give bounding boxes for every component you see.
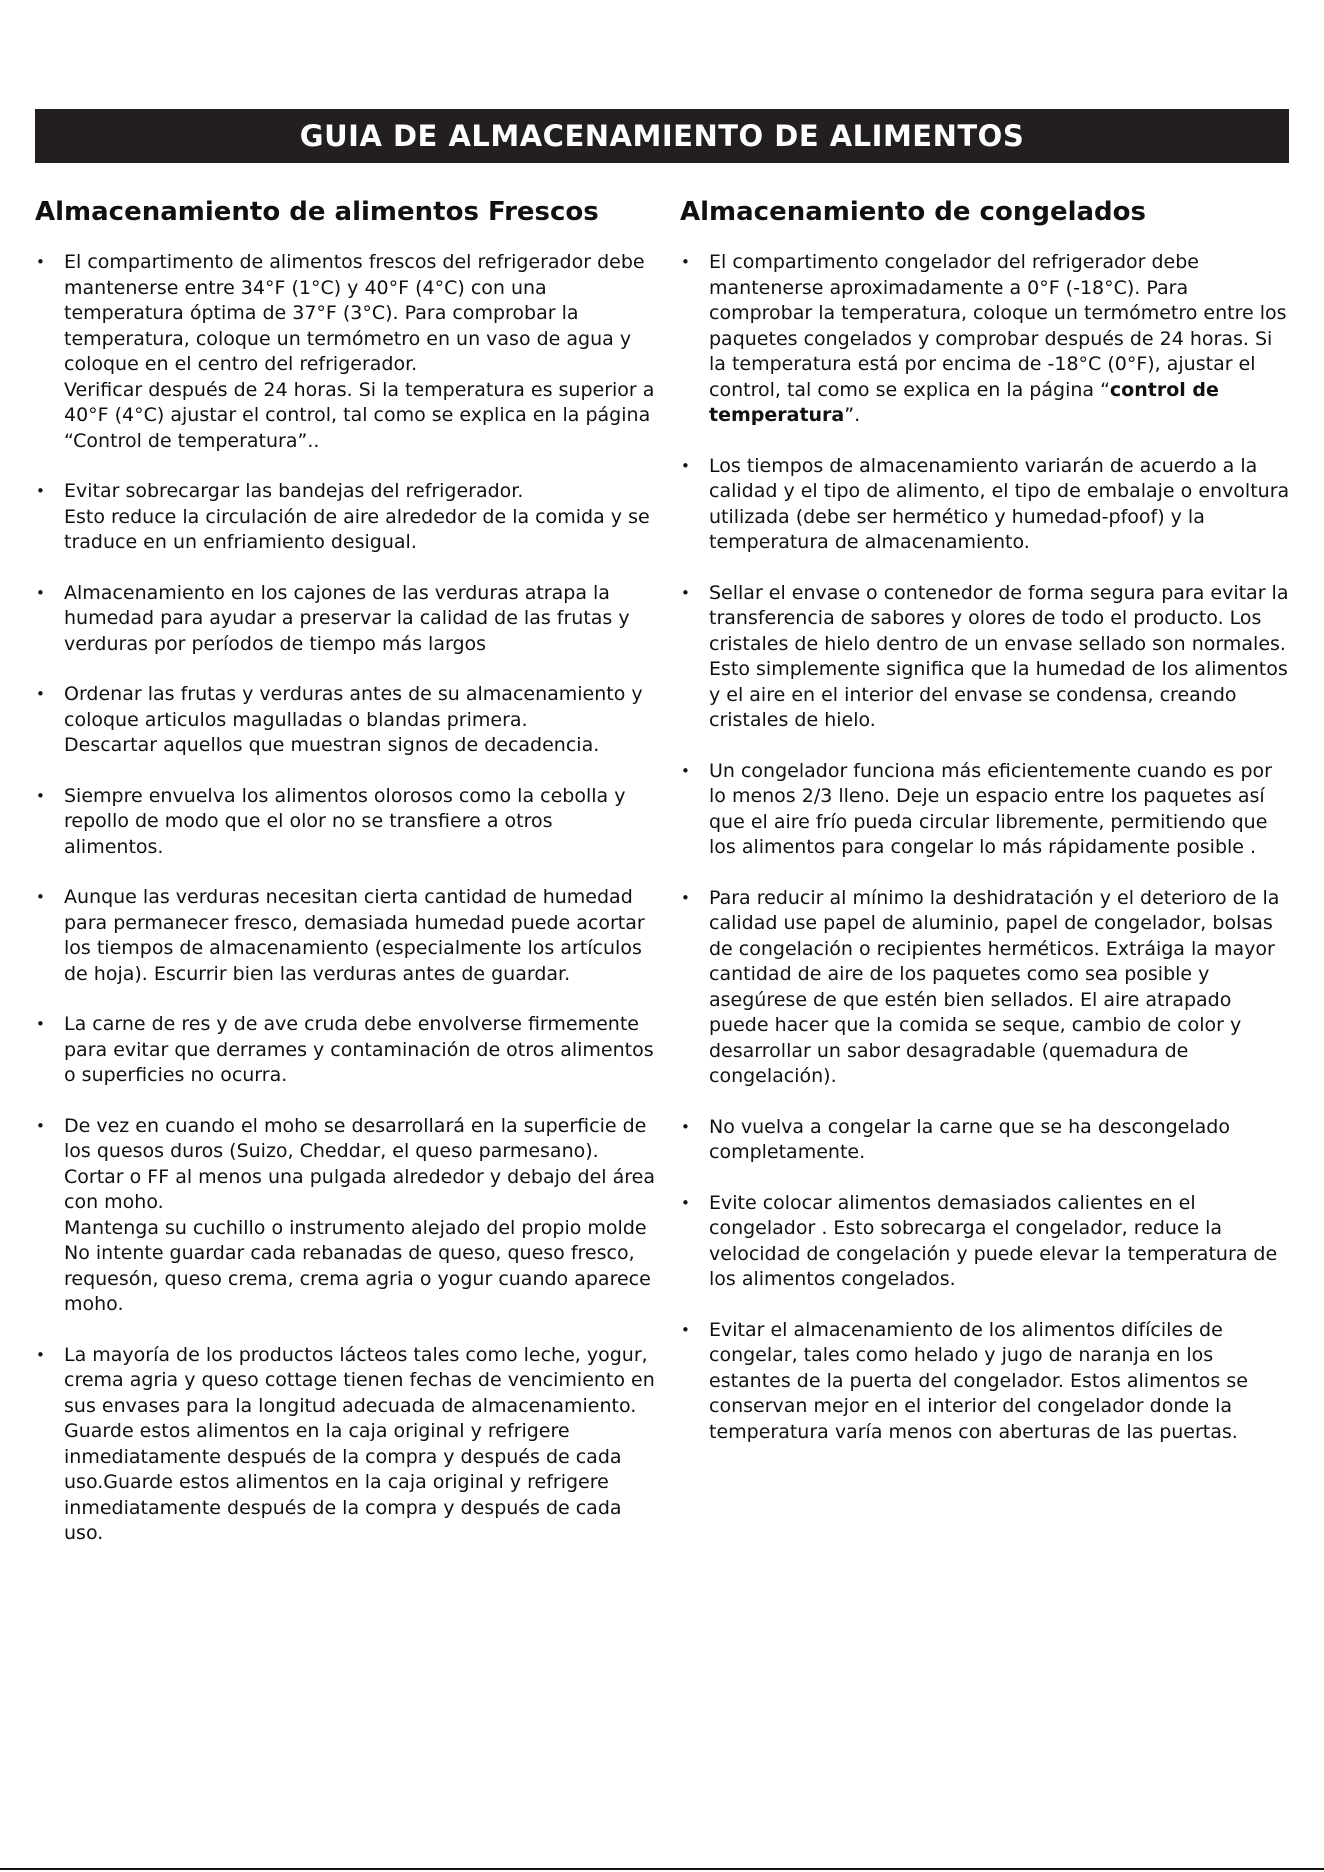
bullet-icon: • [681,1193,690,1212]
item-text: Un congelador funciona más eficientemente cuando es por lo menos 2/3 lleno. Deje un espacio entre los paquetes así que el aire frío pueda circular libremente, permitiendo que los alimentos para congelar lo más rápidamente posible . [709,759,1272,858]
bullet-icon: • [36,685,45,703]
bottom-divider [0,1868,1324,1870]
item-text: Siempre envuelva los alimentos olorosos como la cebolla y repollo de modo que el olor no se transfiere a otros alimentos. [64,784,626,858]
fresh-food-column [35,192,655,1572]
list-item [35,784,655,861]
bullet-icon: • [36,1345,45,1364]
bullet-icon: • [36,482,45,500]
item-text: Evite colocar alimentos demasiados calientes en el congelador . Esto sobrecarga el congelador, reduce la velocidad de congelación y puede elevar la temperatura de los alimentos congelados. [709,1191,1278,1290]
item-text-part: ”. [844,404,861,426]
bullet-icon: • [681,761,690,780]
list-item [680,1115,1292,1166]
list-item [35,1343,655,1547]
item-text: No intente guardar cada rebanadas de queso, queso fresco, requesón, queso crema, crema agria o yogur cuando aparece moho. [64,1242,651,1315]
item-text: Verificar después de 24 horas. Si la temperatura es superior a 40°F (4°C) ajustar el control, tal como se explica en la página “Control de temperatura”.. [64,378,655,452]
bullet-icon: • [36,1015,45,1033]
item-text: Los tiempos de almacenamiento variarán de acuerdo a la calidad y el tipo de alimento, el tipo de embalaje o envoltura utilizada (debe ser hermético y humedad-pfoof) y la temperatura de almacenamiento. [709,454,1290,553]
item-text: Para reducir al mínimo la deshidratación y el deterioro de la calidad use papel de aluminio, papel de congelador, bolsas de congelación o recipientes herméticos. Extráiga la mayor cantidad de aire de los paquetes como sea posible y asegúrese de que estén bien sellados. El aire atrapado puede hacer que la comida se seque, cambio de color y desarrollar un sabor desagradable (quemadura de congelación). [709,886,1280,1087]
page-title: GUIA DE ALMACENAMIENTO DE ALIMENTOS [299,119,1025,153]
list-item [35,1114,655,1318]
list-item [35,682,655,759]
item-text: La carne de res y de ave cruda debe envolverse firmemente para evitar que derrames y contaminación de otros alimentos o superficies no ocurra. [64,1013,654,1086]
item-text: Evitar el almacenamiento de los alimentos difíciles de congelar, tales como helado y jugo de naranja en los estantes de la puerta del congelador. Estos alimentos se conservan mejor en el interior del congelador donde la temperatura varía menos con aberturas de las puertas. [709,1318,1248,1443]
item-text: De vez en cuando el moho se desarrollará en la superficie de los quesos duros (Suizo, Cheddar, el queso parmesano). Cortar o FF al menos una pulgada alrededor y debajo del área con moho. [64,1114,655,1213]
item-text [709,250,1292,429]
item-text: La mayoría de los productos lácteos tales como leche, yogur, crema agria y queso cottage tienen fechas de vencimiento en sus envases para la longitud adecuada de almacenamiento. [64,1343,655,1417]
frozen-food-list [680,250,1292,1445]
list-item [680,1191,1292,1293]
bullet-icon: • [36,583,45,602]
item-text: Guarde estos alimentos en la caja original y refrigere inmediatamente después de la compra y después de cada uso.Guarde estos alimentos en la caja original y refrigere inmediatamente después de la compra y después de cada uso. [64,1420,622,1544]
item-text: Evitar sobrecargar las bandejas del refrigerador. [64,480,524,502]
bullet-icon: • [681,456,690,475]
list-item [35,250,655,454]
frozen-food-column [680,192,1292,1470]
bullet-icon: • [681,1117,690,1136]
bullet-icon: • [681,1320,690,1339]
bullet-icon: • [36,1116,45,1135]
list-item [35,1012,655,1089]
item-text: Esto reduce la circulación de aire alrededor de la comida y se traduce en un enfriamiento desigual. [64,505,650,553]
list-item [680,581,1292,734]
item-text: Almacenamiento en los cajones de las verduras atrapa la humedad para ayudar a preservar la calidad de las frutas y verduras por períodos de tiempo más largos [64,581,630,655]
bullet-icon: • [681,583,690,602]
list-item [35,581,655,658]
item-text: Mantenga su cuchillo o instrumento alejado del propio molde [64,1216,647,1239]
item-text: Aunque las verduras necesitan cierta cantidad de humedad para permanecer fresco, demasiada humedad puede acortar los tiempos de almacenamiento (especialmente los artículos de hoja). Escurrir bien las verduras antes de guardar. [64,886,645,985]
item-text: Descartar aquellos que muestran signos de decadencia. [64,734,600,756]
item-text: Sellar el envase o contenedor de forma segura para evitar la transferencia de sabores y olores de todo el producto. Los cristales de hielo dentro de un envase sellado son normales. Esto simplemente significa que la humedad de los alimentos y el aire en el interior del envase se condensa, creando cristales de hielo. [709,581,1289,731]
frozen-food-heading: Almacenamiento de congelados [680,197,1146,227]
list-item [680,454,1292,556]
list-item [680,1318,1292,1446]
item-text: Ordenar las frutas y verduras antes de su almacenamiento y coloque articulos magulladas o blandas primera. [64,683,643,731]
bullet-icon: • [36,253,45,271]
item-text-part: El compartimento congelador del refrigerador debe mantenerse aproximadamente a 0°F (-18°C). Para comprobar la temperatura, coloque un termómetro entre los paquetes congelados y comprobar después de 24 horas. Si la temperatura está por encima de -18°C (0°F), ajustar el control, tal como se explica en la página “ [709,251,1287,401]
item-text: El compartimento de alimentos frescos del refrigerador debe mantenerse entre 34°F (1°C) y 40°F (4°C) con una temperatura óptima de 37°F (3°C). Para comprobar la temperatura, coloque un termómetro en un vaso de agua y coloque en el centro del refrigerador. [64,251,645,375]
fresh-food-list [35,250,655,1547]
temperature-control-reference: control de temperatura [709,378,1219,426]
page-title-banner [35,109,1289,163]
list-item [680,759,1292,861]
bullet-icon: • [681,888,690,907]
bullet-icon: • [36,888,45,906]
bullet-icon: • [681,253,690,271]
list-item [680,886,1292,1090]
item-text: No vuelva a congelar la carne que se ha descongelado completamente. [709,1115,1230,1163]
bullet-icon: • [36,786,45,805]
list-item [35,479,655,556]
list-item [35,885,655,987]
list-item [680,250,1292,429]
fresh-food-heading: Almacenamiento de alimentos Frescos [35,197,599,227]
